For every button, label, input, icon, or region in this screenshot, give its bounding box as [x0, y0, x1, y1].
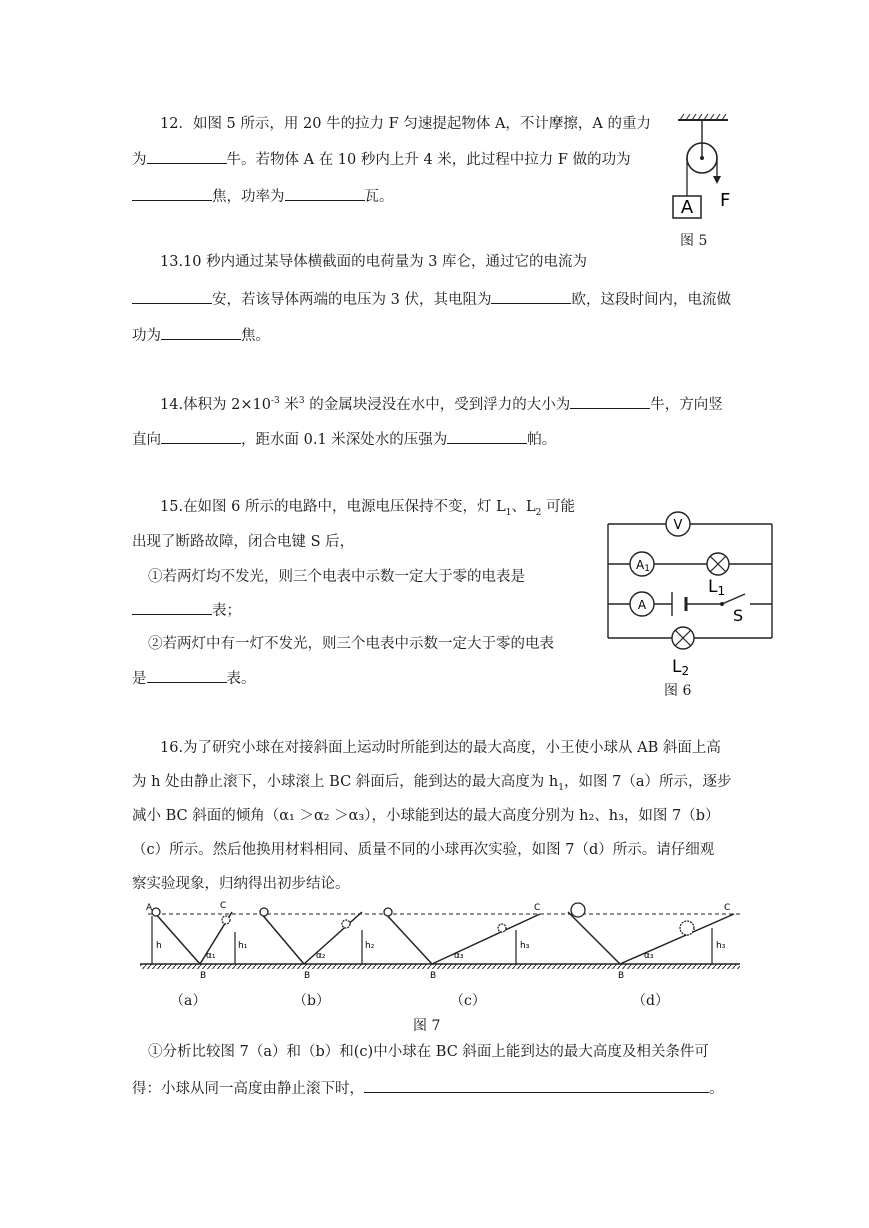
- q15-line1: [160, 497, 575, 517]
- fig5-box-label: A: [680, 197, 694, 218]
- fig7-panel-label-d: （d）: [632, 993, 669, 1009]
- q16-sub: 1: [558, 782, 564, 793]
- q12-text: 瓦。: [364, 189, 394, 205]
- fig7-panel-label-c: （c）: [450, 993, 486, 1009]
- q14-text: 14.体积为 2×10: [160, 397, 271, 413]
- q15-line5: ②若两灯中有一灯不发光，则三个电表中示数一定大于零的电表: [148, 636, 554, 652]
- q16-text: 为 h 处由静止滚下，小球滚上 BC 斜面后，能到达的最大高度为 h: [132, 774, 559, 790]
- fig7-caption: 图 7: [413, 1018, 441, 1034]
- q14-text: ，距水面 0.1 米深处水的压强为: [241, 432, 448, 448]
- answer-blank[interactable]: [491, 289, 571, 304]
- q12-text: 牛。若物体 A 在 10 秒内上升 4 米，此过程中拉力 F 做的功为: [226, 152, 631, 168]
- fig7-angle-label-a: α₁: [206, 951, 216, 961]
- fig6-meter-v-label: V: [673, 518, 683, 533]
- q12-line3: [132, 186, 394, 207]
- fig6-meter-a1-label: A: [636, 558, 645, 572]
- q14-text: 牛，方向竖: [650, 397, 723, 413]
- q13-line3: [132, 325, 270, 346]
- q15-text: 15.在如图 6 所示的电路中，电源电压保持不变，灯 L: [160, 499, 506, 515]
- fig7-panel-label-a: （a）: [170, 993, 207, 1009]
- q14-exponent: -3: [271, 396, 280, 407]
- fig7-height-label-b: h₂: [365, 941, 375, 951]
- q16-line2: [132, 772, 731, 792]
- q15-line6: [132, 668, 256, 689]
- q12-text: 焦，功率为: [212, 189, 285, 205]
- q16-line4: （c）所示。然后他换用材料相同、质量不同的小球再次实验，如图 7（d）所示。请仔细观: [132, 842, 715, 858]
- fig6-lamp1-label: L: [708, 577, 718, 597]
- answer-blank[interactable]: [570, 394, 650, 409]
- fig6-meter-a1-sub: 1: [644, 564, 650, 574]
- fig6-caption: 图 6: [664, 683, 692, 699]
- answer-blank[interactable]: [161, 325, 241, 340]
- q16-line1: 16.为了研究小球在对接斜面上运动时所能到达的最大高度，小王使小球从 AB 斜面上高: [160, 740, 721, 756]
- fig6-meter-a-label: A: [637, 598, 647, 612]
- q12-text: 为: [132, 152, 147, 168]
- q16-sub1-line1: ①分析比较图 7（a）和（b）和(c)中小球在 BC 斜面上能到达的最大高度及相关条件可: [148, 1044, 709, 1060]
- q16-text: ，如图 7（a）所示，逐步: [563, 774, 732, 790]
- fig7-angle-label-d: α₃: [644, 951, 654, 961]
- q15-text: 表；: [212, 603, 241, 619]
- svg-text:L1: [708, 577, 725, 598]
- q13-text: 焦。: [241, 328, 270, 344]
- fig7-height-label-c: h₃: [520, 941, 530, 951]
- q14-text: 帕。: [527, 432, 557, 448]
- fig7-angle-label-b: α₂: [316, 951, 326, 961]
- q15-sub: 2: [535, 507, 542, 518]
- q12-line2: [132, 149, 631, 170]
- answer-blank[interactable]: [161, 429, 241, 444]
- fig6-switch-label: S: [733, 606, 744, 625]
- fig7-point-b: B: [200, 971, 207, 980]
- q15-line2: 出现了断路故障，闭合电键 S 后，: [132, 534, 355, 550]
- q16-line5: 察实验现象，归纳得出初步结论。: [132, 876, 350, 892]
- q14-text: 米: [279, 397, 299, 413]
- fig7-height-label-a: h₁: [238, 941, 248, 951]
- answer-blank[interactable]: [447, 429, 527, 444]
- figure-7-inclines: [140, 900, 744, 980]
- svg-text:L2: [672, 657, 689, 678]
- fig7-point-c: C: [534, 903, 541, 913]
- fig7-point-a: A: [146, 903, 153, 913]
- answer-blank[interactable]: [364, 1078, 709, 1093]
- q14-text: 直向: [132, 432, 161, 448]
- answer-blank[interactable]: [147, 668, 227, 683]
- q14-text: 的金属块浸没在水中，受到浮力的大小为: [304, 397, 571, 413]
- fig7-point-b: B: [430, 971, 437, 980]
- q15-text: 可能: [541, 499, 575, 515]
- answer-blank[interactable]: [132, 289, 212, 304]
- q15-line4: [132, 600, 241, 621]
- q15-text: 、L: [511, 499, 536, 515]
- answer-blank[interactable]: [285, 186, 365, 201]
- fig5-caption: 图 5: [680, 233, 708, 249]
- q16-text: 。: [709, 1081, 724, 1097]
- fig6-lamp1-sub: 1: [717, 584, 726, 598]
- q15-line3: ①若两灯均不发光，则三个电表中示数一定大于零的电表是: [148, 569, 525, 585]
- fig7-panel-label-b: （b）: [293, 993, 330, 1009]
- figure-5-pulley: [666, 112, 736, 222]
- q12-line1: 12．如图 5 所示，用 20 牛的拉力 F 匀速提起物体 A，不计摩擦，A 的重力: [160, 116, 652, 132]
- q13-text: 功为: [132, 328, 161, 344]
- fig6-lamp2-sub: 2: [681, 664, 690, 678]
- fig7-point-c: C: [220, 901, 227, 911]
- fig7-point-c: C: [724, 903, 731, 913]
- fig7-point-b: B: [618, 971, 625, 980]
- figure-6-circuit: [600, 508, 780, 680]
- answer-blank[interactable]: [147, 149, 227, 164]
- q16-line3: 减小 BC 斜面的倾角（α₁ ＞α₂ ＞α₃），小球能到达的最大高度分别为 h₂、h₃，如图 7（b）: [132, 808, 720, 824]
- q14-line1: [160, 394, 723, 415]
- q13-line1: 13.10 秒内通过某导体横截面的电荷量为 3 库仑，通过它的电流为: [160, 254, 588, 270]
- q15-text: 是: [132, 671, 147, 687]
- fig7-angle-label-c: α₃: [454, 951, 464, 961]
- answer-blank[interactable]: [132, 600, 212, 615]
- q15-text: 表。: [226, 671, 256, 687]
- q14-exponent: 3: [298, 396, 305, 407]
- answer-blank[interactable]: [132, 186, 212, 201]
- q13-text: 安，若该导体两端的电压为 3 伏，其电阻为: [212, 292, 492, 308]
- fig7-point-b: B: [304, 971, 311, 980]
- q16-sub1-line2: [132, 1078, 724, 1099]
- q14-line2: [132, 429, 556, 450]
- fig7-h-label: h: [156, 941, 162, 951]
- q13-line2: [132, 289, 731, 310]
- q16-text: 得：小球从同一高度由静止滚下时，: [132, 1081, 364, 1097]
- fig7-height-label-d: h₃: [716, 941, 726, 951]
- fig6-lamp2-label: L: [672, 657, 682, 677]
- q15-sub: 1: [505, 507, 512, 518]
- q13-text: 欧，这段时间内，电流做: [571, 292, 731, 308]
- fig5-force-label: F: [720, 190, 731, 211]
